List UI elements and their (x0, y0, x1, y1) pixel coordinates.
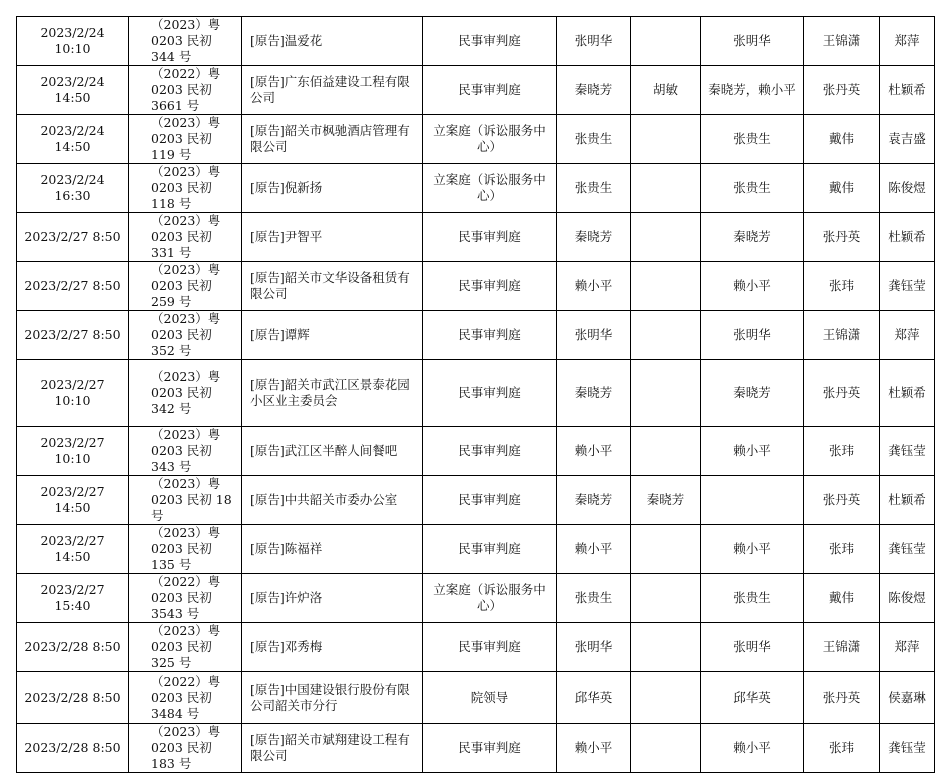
court-division: 院领导 (423, 672, 557, 724)
clerk-name: 张玮 (804, 262, 880, 311)
court-division: 民事审判庭 (423, 17, 557, 66)
presiding-judge: 赖小平 (557, 427, 631, 476)
panel-members: 邱华英 (701, 672, 804, 724)
case-number: （2023）粤 0203 民初 343 号 (129, 427, 242, 476)
table-row (17, 164, 935, 213)
table-row (17, 360, 935, 427)
presiding-judge: 张贵生 (557, 164, 631, 213)
case-number: （2023）粤 0203 民初 183 号 (129, 724, 242, 773)
clerk-name: 张玮 (804, 525, 880, 574)
case-number: （2022）粤 0203 民初 3543 号 (129, 574, 242, 623)
extra-judge (631, 115, 701, 164)
hearing-time: 2023/2/27 8:50 (17, 311, 129, 360)
hearing-time: 2023/2/24 16:30 (17, 164, 129, 213)
panel-members: 张贵生 (701, 115, 804, 164)
panel-members: 张贵生 (701, 164, 804, 213)
court-division: 民事审判庭 (423, 623, 557, 672)
court-division: 民事审判庭 (423, 525, 557, 574)
assistant-name: 郑萍 (880, 17, 935, 66)
panel-members: 秦晓芳 (701, 360, 804, 427)
table-row (17, 115, 935, 164)
table-row (17, 66, 935, 115)
assistant-name: 龚钰莹 (880, 525, 935, 574)
table-row (17, 724, 935, 773)
court-division: 民事审判庭 (423, 66, 557, 115)
party-name: [原告]韶关市武江区景泰花园小区业主委员会 (242, 360, 423, 427)
assistant-name: 龚钰莹 (880, 427, 935, 476)
table-row (17, 476, 935, 525)
case-number: （2023）粤 0203 民初 342 号 (129, 360, 242, 427)
court-division: 立案庭（诉讼服务中心） (423, 164, 557, 213)
presiding-judge: 赖小平 (557, 724, 631, 773)
clerk-name: 王锦潇 (804, 17, 880, 66)
extra-judge: 秦晓芳 (631, 476, 701, 525)
clerk-name: 张丹英 (804, 213, 880, 262)
extra-judge (631, 574, 701, 623)
hearing-schedule-table (16, 16, 935, 773)
panel-members (701, 476, 804, 525)
hearing-time: 2023/2/27 14:50 (17, 525, 129, 574)
extra-judge (631, 360, 701, 427)
clerk-name: 王锦潇 (804, 623, 880, 672)
panel-members: 赖小平 (701, 262, 804, 311)
court-division: 民事审判庭 (423, 360, 557, 427)
court-division: 民事审判庭 (423, 311, 557, 360)
panel-members: 秦晓芳，赖小平 (701, 66, 804, 115)
presiding-judge: 赖小平 (557, 525, 631, 574)
party-name: [原告]韶关市斌翔建设工程有限公司 (242, 724, 423, 773)
court-division: 民事审判庭 (423, 476, 557, 525)
assistant-name: 杜颖希 (880, 66, 935, 115)
case-number: （2022）粤 0203 民初 3484 号 (129, 672, 242, 724)
clerk-name: 张丹英 (804, 476, 880, 525)
case-number: （2023）粤 0203 民初 259 号 (129, 262, 242, 311)
party-name: [原告]韶关市文华设备租赁有限公司 (242, 262, 423, 311)
extra-judge (631, 164, 701, 213)
clerk-name: 张丹英 (804, 360, 880, 427)
presiding-judge: 秦晓芳 (557, 213, 631, 262)
assistant-name: 龚钰莹 (880, 724, 935, 773)
clerk-name: 张玮 (804, 724, 880, 773)
party-name: [原告]倪新扬 (242, 164, 423, 213)
hearing-time: 2023/2/27 10:10 (17, 427, 129, 476)
clerk-name: 张丹英 (804, 66, 880, 115)
presiding-judge: 秦晓芳 (557, 66, 631, 115)
assistant-name: 郑萍 (880, 311, 935, 360)
court-division: 立案庭（诉讼服务中心） (423, 574, 557, 623)
panel-members: 赖小平 (701, 525, 804, 574)
assistant-name: 袁吉盛 (880, 115, 935, 164)
hearing-time: 2023/2/27 14:50 (17, 476, 129, 525)
case-number: （2023）粤 0203 民初 325 号 (129, 623, 242, 672)
assistant-name: 杜颖希 (880, 476, 935, 525)
party-name: [原告]中共韶关市委办公室 (242, 476, 423, 525)
hearing-time: 2023/2/28 8:50 (17, 724, 129, 773)
presiding-judge: 秦晓芳 (557, 360, 631, 427)
presiding-judge: 张明华 (557, 311, 631, 360)
clerk-name: 张丹英 (804, 672, 880, 724)
hearing-time: 2023/2/24 14:50 (17, 66, 129, 115)
assistant-name: 郑萍 (880, 623, 935, 672)
hearing-time: 2023/2/27 8:50 (17, 262, 129, 311)
hearing-time: 2023/2/28 8:50 (17, 623, 129, 672)
presiding-judge: 秦晓芳 (557, 476, 631, 525)
court-division: 民事审判庭 (423, 724, 557, 773)
extra-judge (631, 213, 701, 262)
presiding-judge: 张明华 (557, 623, 631, 672)
case-number: （2023）粤 0203 民初 135 号 (129, 525, 242, 574)
presiding-judge: 张明华 (557, 17, 631, 66)
hearing-time: 2023/2/27 10:10 (17, 360, 129, 427)
party-name: [原告]温爱花 (242, 17, 423, 66)
extra-judge (631, 262, 701, 311)
presiding-judge: 张贵生 (557, 574, 631, 623)
table-row (17, 574, 935, 623)
court-division: 民事审判庭 (423, 262, 557, 311)
table-row (17, 262, 935, 311)
party-name: [原告]韶关市枫驰酒店管理有限公司 (242, 115, 423, 164)
clerk-name: 戴伟 (804, 574, 880, 623)
table-body (17, 17, 935, 773)
party-name: [原告]中国建设银行股份有限公司韶关市分行 (242, 672, 423, 724)
extra-judge: 胡敏 (631, 66, 701, 115)
hearing-time: 2023/2/27 15:40 (17, 574, 129, 623)
party-name: [原告]谭辉 (242, 311, 423, 360)
case-number: （2023）粤 0203 民初 352 号 (129, 311, 242, 360)
case-number: （2022）粤 0203 民初 3661 号 (129, 66, 242, 115)
panel-members: 张明华 (701, 623, 804, 672)
extra-judge (631, 311, 701, 360)
case-number: （2023）粤 0203 民初 119 号 (129, 115, 242, 164)
party-name: [原告]武江区半醉人间餐吧 (242, 427, 423, 476)
assistant-name: 陈俊煜 (880, 574, 935, 623)
court-division: 民事审判庭 (423, 427, 557, 476)
table-row (17, 311, 935, 360)
party-name: [原告]邓秀梅 (242, 623, 423, 672)
panel-members: 张明华 (701, 311, 804, 360)
court-division: 民事审判庭 (423, 213, 557, 262)
party-name: [原告]广东佰益建设工程有限公司 (242, 66, 423, 115)
hearing-time: 2023/2/28 8:50 (17, 672, 129, 724)
party-name: [原告]尹智平 (242, 213, 423, 262)
extra-judge (631, 724, 701, 773)
extra-judge (631, 525, 701, 574)
case-number: （2023）粤 0203 民初 18 号 (129, 476, 242, 525)
extra-judge (631, 672, 701, 724)
party-name: [原告]陈福祥 (242, 525, 423, 574)
panel-members: 秦晓芳 (701, 213, 804, 262)
extra-judge (631, 623, 701, 672)
assistant-name: 龚钰莹 (880, 262, 935, 311)
panel-members: 赖小平 (701, 724, 804, 773)
presiding-judge: 邱华英 (557, 672, 631, 724)
clerk-name: 戴伟 (804, 115, 880, 164)
hearing-time: 2023/2/27 8:50 (17, 213, 129, 262)
assistant-name: 杜颖希 (880, 213, 935, 262)
extra-judge (631, 17, 701, 66)
presiding-judge: 赖小平 (557, 262, 631, 311)
court-division: 立案庭（诉讼服务中心） (423, 115, 557, 164)
party-name: [原告]许炉洛 (242, 574, 423, 623)
hearing-time: 2023/2/24 14:50 (17, 115, 129, 164)
hearing-time: 2023/2/24 10:10 (17, 17, 129, 66)
table-row (17, 623, 935, 672)
clerk-name: 王锦潇 (804, 311, 880, 360)
panel-members: 张贵生 (701, 574, 804, 623)
case-number: （2023）粤 0203 民初 344 号 (129, 17, 242, 66)
assistant-name: 杜颖希 (880, 360, 935, 427)
case-number: （2023）粤 0203 民初 118 号 (129, 164, 242, 213)
case-number: （2023）粤 0203 民初 331 号 (129, 213, 242, 262)
clerk-name: 戴伟 (804, 164, 880, 213)
clerk-name: 张玮 (804, 427, 880, 476)
table-row (17, 17, 935, 66)
assistant-name: 侯嘉琳 (880, 672, 935, 724)
panel-members: 赖小平 (701, 427, 804, 476)
table-row (17, 213, 935, 262)
extra-judge (631, 427, 701, 476)
table-row (17, 672, 935, 724)
table-row (17, 427, 935, 476)
assistant-name: 陈俊煜 (880, 164, 935, 213)
presiding-judge: 张贵生 (557, 115, 631, 164)
panel-members: 张明华 (701, 17, 804, 66)
table-row (17, 525, 935, 574)
